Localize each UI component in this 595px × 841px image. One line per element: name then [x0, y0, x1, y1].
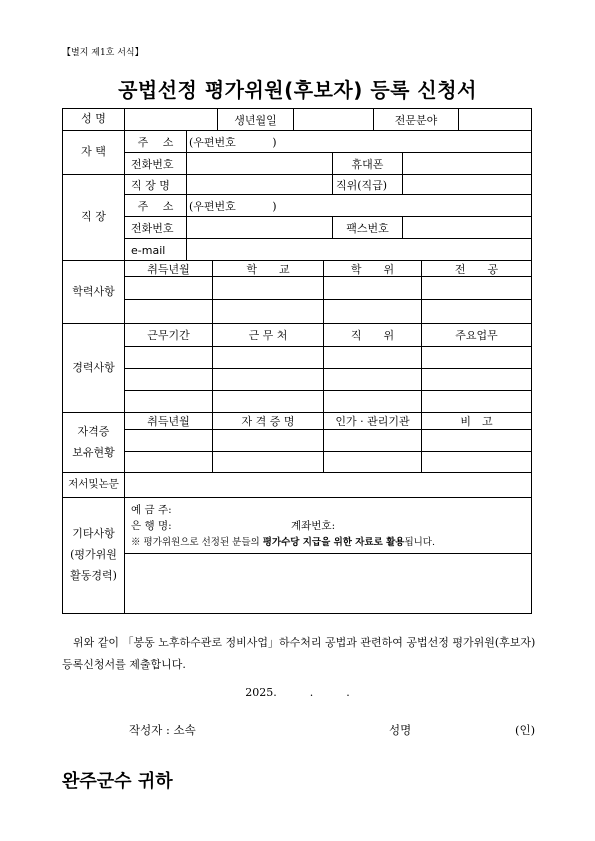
bank-info-row	[125, 498, 531, 554]
license-cell[interactable]	[213, 452, 324, 473]
work-phone-row	[125, 217, 531, 239]
payment-note	[131, 534, 435, 548]
work-address-label: 주 소	[125, 195, 187, 216]
account-label: 계좌번호:	[291, 520, 336, 532]
education-cell[interactable]	[125, 277, 213, 299]
career-row	[125, 369, 531, 391]
home-phone-row	[125, 153, 531, 175]
field-field[interactable]	[459, 109, 531, 130]
education-header: 취득년월	[125, 261, 213, 276]
career-header: 근무기간	[125, 324, 213, 346]
education-row	[125, 300, 531, 324]
position-field[interactable]	[403, 175, 531, 194]
papers-section	[63, 473, 531, 498]
home-section	[63, 131, 531, 175]
education-cell[interactable]	[422, 300, 531, 324]
career-label: 경력사항	[63, 324, 125, 412]
basic-info-section	[63, 109, 531, 131]
name-label: 성 명	[63, 109, 125, 130]
career-cell[interactable]	[422, 347, 531, 368]
payment-note-emphasis: 평가수당 지급을 위한 자료로 활용	[262, 537, 405, 548]
name-field[interactable]	[125, 109, 218, 130]
education-row	[125, 277, 531, 300]
submission-date: 2025. . .	[245, 686, 350, 699]
license-cell[interactable]	[422, 430, 531, 451]
home-phone-label: 전화번호	[125, 153, 187, 175]
position-label: 직위(직급)	[333, 175, 403, 194]
license-label-line2: 보유현황	[72, 445, 115, 459]
education-cell[interactable]	[213, 277, 324, 299]
license-cell[interactable]	[125, 452, 213, 473]
career-cell[interactable]	[422, 369, 531, 390]
education-cell[interactable]	[125, 300, 213, 324]
career-row	[125, 347, 531, 369]
career-cell[interactable]	[324, 347, 422, 368]
email-row	[125, 239, 531, 261]
license-section	[63, 413, 531, 473]
application-form	[62, 108, 532, 614]
other-label-line2: (평가위원	[70, 548, 117, 562]
payment-note-suffix: 됩니다.	[404, 537, 435, 548]
license-row	[125, 430, 531, 452]
career-cell[interactable]	[213, 391, 324, 413]
license-header: 비 고	[460, 415, 493, 428]
license-cell[interactable]	[125, 430, 213, 451]
license-header-row	[125, 413, 531, 430]
work-label: 직 장	[63, 175, 125, 260]
license-header: 인가 · 관리기관	[324, 413, 422, 429]
work-address-row	[125, 195, 531, 217]
activity-record-field[interactable]	[125, 554, 531, 613]
career-cell[interactable]	[125, 369, 213, 390]
mobile-field[interactable]	[403, 153, 531, 175]
other-label-line3: 활동경력)	[70, 568, 117, 582]
education-header: 학 교	[213, 261, 324, 276]
company-label: 직 장 명	[125, 175, 187, 194]
payment-note-prefix: ※ 평가위원으로 선정된 분들의	[131, 537, 263, 548]
field-label: 전문분야	[374, 109, 459, 130]
papers-field[interactable]	[125, 473, 531, 497]
license-header: 취득년월	[125, 413, 213, 429]
form-reference-label: 【별지 제1호 서식】	[62, 48, 144, 58]
license-cell[interactable]	[324, 452, 422, 473]
education-header: 전 공	[454, 262, 499, 276]
career-cell[interactable]	[125, 347, 213, 368]
career-section	[63, 324, 531, 413]
career-cell[interactable]	[422, 391, 531, 413]
license-label	[63, 413, 125, 472]
company-field[interactable]	[187, 175, 333, 194]
career-row	[125, 391, 531, 413]
career-cell[interactable]	[213, 347, 324, 368]
education-cell[interactable]	[213, 300, 324, 324]
license-row	[125, 452, 531, 473]
writer-affiliation-label: 작성자 : 소속	[129, 723, 196, 737]
bank-name-label: 은 행 명:	[131, 520, 172, 532]
career-cell[interactable]	[125, 391, 213, 413]
career-header: 주요업무	[455, 329, 498, 342]
education-header: 학 위	[324, 261, 422, 276]
license-cell[interactable]	[324, 430, 422, 451]
birth-field[interactable]	[294, 109, 374, 130]
license-cell[interactable]	[213, 430, 324, 451]
home-address-field[interactable]: (우편번호 )	[189, 135, 277, 149]
other-label	[63, 498, 125, 613]
education-cell[interactable]	[324, 300, 422, 324]
home-address-label: 주 소	[125, 131, 187, 152]
work-phone-field[interactable]	[187, 217, 333, 238]
career-cell[interactable]	[213, 369, 324, 390]
other-label-line1: 기타사항	[72, 527, 115, 541]
career-header-row	[125, 324, 531, 347]
education-cell[interactable]	[324, 277, 422, 299]
career-header: 근 무 처	[213, 324, 324, 346]
fax-label: 팩스번호	[333, 217, 403, 238]
education-label: 학력사항	[63, 261, 125, 323]
career-cell[interactable]	[324, 369, 422, 390]
license-header: 자 격 증 명	[213, 413, 324, 429]
birth-label: 생년월일	[218, 109, 294, 130]
work-phone-label: 전화번호	[125, 217, 187, 238]
work-section	[63, 175, 531, 261]
mobile-label: 휴대폰	[333, 153, 403, 175]
education-section	[63, 261, 531, 324]
papers-label: 저서및논문	[63, 473, 125, 497]
other-section	[63, 498, 531, 613]
education-header-row	[125, 261, 531, 277]
home-address-row	[125, 131, 531, 153]
seal-label: (인)	[515, 723, 536, 737]
home-phone-field[interactable]	[187, 153, 333, 175]
career-header: 직 위	[324, 324, 422, 346]
license-label-line1: 자격증	[77, 424, 110, 438]
statement-paragraph: 위와 같이 「봉동 노후하수관로 정비사업」하수처리 공법과 관련하여 공법선정 평가위원(후보자) 등록신청서를 제출합니다.	[62, 636, 536, 671]
writer-name-label: 성명	[389, 723, 412, 737]
addressee: 완주군수 귀하	[62, 771, 173, 792]
company-row	[125, 175, 531, 195]
email-label: e-mail	[125, 239, 187, 261]
fax-field[interactable]	[403, 217, 531, 238]
career-cell[interactable]	[324, 391, 422, 413]
home-label: 자 택	[63, 131, 125, 174]
license-cell[interactable]	[422, 452, 531, 473]
education-cell[interactable]	[422, 277, 531, 299]
work-address-field[interactable]: (우편번호 )	[189, 199, 277, 213]
document-title: 공법선정 평가위원(후보자) 등록 신청서	[118, 78, 477, 102]
depositor-label: 예 금 주:	[131, 504, 172, 516]
email-field[interactable]	[187, 239, 531, 261]
